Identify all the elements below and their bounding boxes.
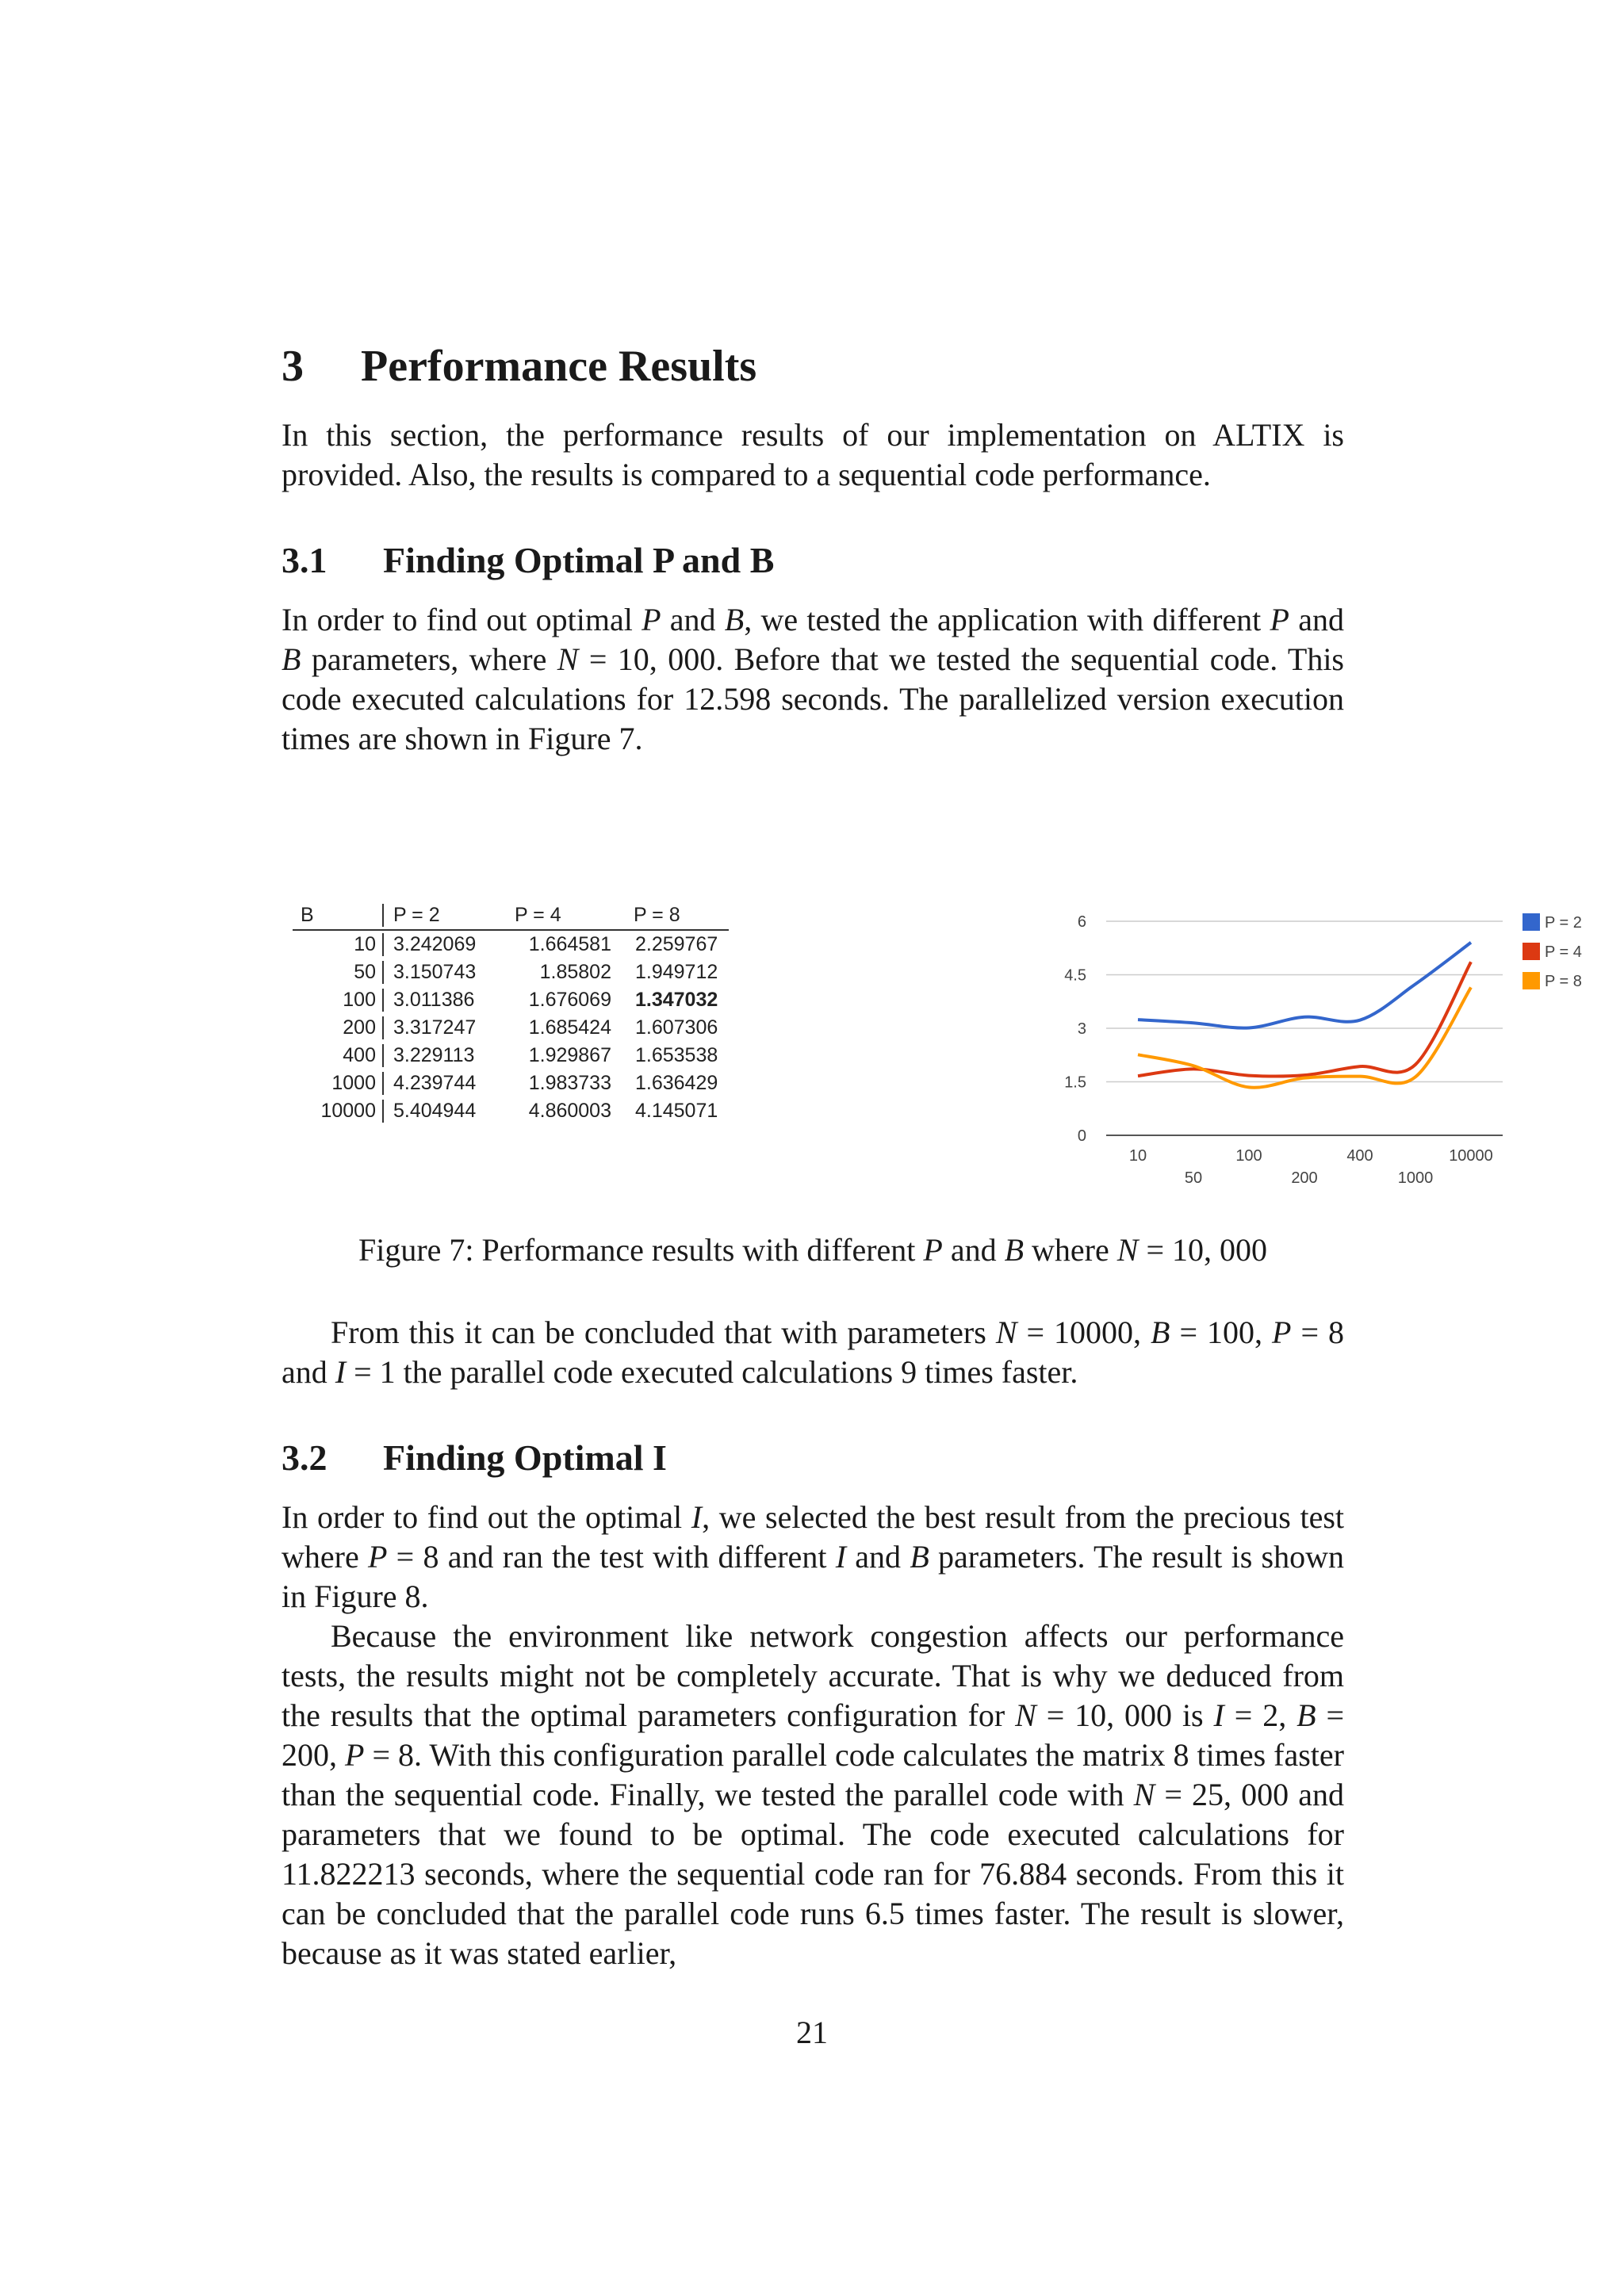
y-tick-label: 3 (1077, 1020, 1086, 1038)
page-number: 21 (796, 2015, 828, 2050)
series-line (1138, 987, 1471, 1087)
x-tick-label: 10 (1128, 1147, 1147, 1165)
table-cell: 3.011386 (382, 989, 500, 1012)
subsection-title: Finding Optimal I (383, 1437, 667, 1478)
paragraph-environment: Because the environment like network congestion affects our performance tests, the results might not be completely accurate. That is why we deduced from the results that the optimal parameters configuration for N = 10, 000 is I = 2, B = 200, P = 8. With this configuration parallel code calculates the matrix 8 times faster than the sequential code. Finally, we tested the parallel code with N = 25, 000 and parameters that we found to be optimal. The code executed calculations for 11.822213 seconds, where the sequential code ran for 76.884 seconds. From this it can be concluded that the parallel code runs 6.5 times faster. The result is slower, because as it was stated earlier, (282, 1618, 1345, 1971)
table-cell: 1.676069 (528, 989, 611, 1011)
table-cell: 3.242069 (382, 933, 500, 956)
subsection-title: Finding Optimal P and B (383, 540, 775, 580)
table-cell: 4.145071 (635, 1100, 718, 1122)
section-number: 3 (282, 342, 304, 391)
intro-paragraph: In this section, the performance results of our implementation on ALTIX is provided. Also, the results is compared to a sequential code performance. (282, 417, 1344, 492)
table-cell: 1.929867 (528, 1044, 611, 1066)
table-row (293, 1070, 729, 1097)
table-row (293, 1042, 729, 1070)
table-cell: 1.653538 (635, 1044, 718, 1066)
table-cell: 1000 (331, 1072, 376, 1094)
table-row (293, 931, 729, 959)
subsection-number: 3.1 (282, 540, 327, 580)
table-cell: 100 (343, 989, 376, 1011)
table-cell: 10 (354, 933, 376, 955)
x-tick-label: 200 (1291, 1169, 1318, 1187)
subsection-heading-3-2 (282, 1437, 1344, 1479)
x-tick-label: 100 (1235, 1147, 1262, 1165)
legend-label: P = 8 (1545, 973, 1582, 990)
results-table (293, 901, 729, 1125)
y-tick-label: 4.5 (1064, 966, 1086, 985)
table-header-row (293, 901, 729, 931)
table-cell: 1.85802 (539, 961, 611, 983)
legend-swatch (1522, 913, 1540, 931)
subsection-heading-3-1 (282, 539, 1344, 581)
table-cell-best: 1.347032 (635, 989, 718, 1011)
table-cell: 50 (354, 961, 376, 983)
x-tick-label: 1000 (1397, 1169, 1434, 1187)
legend-label: P = 4 (1545, 943, 1582, 961)
y-tick-label: 1.5 (1064, 1073, 1086, 1092)
table-row (293, 1014, 729, 1042)
table-cell: 1.607306 (635, 1016, 718, 1039)
legend-swatch (1522, 943, 1540, 960)
legend-label: P = 2 (1545, 914, 1582, 932)
table-row (293, 959, 729, 986)
table-cell: 3.150743 (382, 961, 500, 984)
page-body (282, 317, 1582, 1973)
figure-7 (282, 838, 1582, 1187)
table-cell: 5.404944 (382, 1100, 500, 1123)
table-cell: 10000 (320, 1100, 376, 1122)
conclusion-paragraph: From this it can be concluded that with parameters N = 10000, B = 100, P = 8 and I = 1 the parallel code executed calculations 9 times faster. (282, 1314, 1345, 1390)
figure-caption: Figure 7: Performance results with different P and B where N = 10, 000 (358, 1232, 1267, 1268)
chart-svg (773, 838, 1582, 1187)
paragraph-optimal-p-b: In order to find out optimal P and B, we tested the application with different P and B parameters, where N = 10, 000. Before that we tested the sequential code. This code executed calculations for 12.598 seconds. The parallelized version execution times are shown in Figure 7. (282, 602, 1344, 756)
series-line (1138, 943, 1471, 1028)
table-row (293, 1097, 729, 1125)
section-heading (282, 341, 1344, 392)
x-tick-label: 400 (1346, 1147, 1373, 1165)
table-header-cell: P = 8 (634, 904, 680, 926)
table-row (293, 986, 729, 1014)
table-header-cell: P = 2 (382, 904, 500, 927)
table-cell: 1.685424 (528, 1016, 611, 1039)
table-header-cell: B (301, 904, 314, 926)
y-tick-label: 6 (1077, 913, 1086, 931)
table-cell: 1.636429 (635, 1072, 718, 1094)
table-cell: 4.860003 (528, 1100, 611, 1122)
table-cell: 1.949712 (635, 961, 718, 983)
y-tick-label: 0 (1077, 1127, 1086, 1145)
section-title: Performance Results (361, 342, 757, 391)
table-cell: 200 (343, 1016, 376, 1039)
line-chart (773, 838, 1582, 1187)
table-cell: 1.983733 (528, 1072, 611, 1094)
table-cell: 2.259767 (635, 933, 718, 955)
table-cell: 3.317247 (382, 1016, 500, 1039)
table-cell: 1.664581 (528, 933, 611, 955)
subsection-number: 3.2 (282, 1437, 327, 1478)
paragraph-optimal-i: In order to find out the optimal I, we selected the best result from the precious test where P = 8 and ran the test with different I and B parameters. The result is shown in Figure 8. (282, 1499, 1345, 1614)
table-cell: 400 (343, 1044, 376, 1066)
x-tick-label: 10000 (1449, 1147, 1493, 1165)
table-cell: 3.229113 (382, 1044, 500, 1067)
legend-swatch (1522, 972, 1540, 989)
table-header-cell: P = 4 (515, 904, 561, 926)
table-cell: 4.239744 (382, 1072, 500, 1095)
x-tick-label: 50 (1184, 1169, 1203, 1187)
